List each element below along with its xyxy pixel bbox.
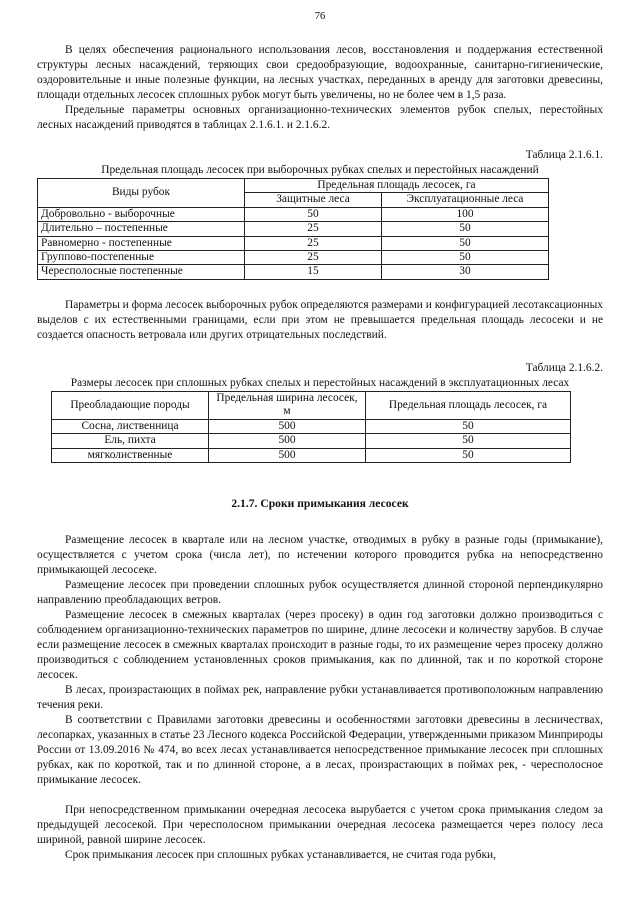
header-cell: Предельная ширина лесосек, м	[209, 392, 366, 420]
table-cell: 15	[245, 265, 382, 279]
table-row	[52, 419, 571, 433]
table-cell: 25	[245, 236, 382, 250]
section-paragraph-6: При непосредственном примыкании очередная лесосека вырубается с учетом срока примыкания следом за предыдущей лесосекой. При чересполосном примыкании очередная лесосека размещается через полосу леса шириной, равной ширине лесосек.	[37, 804, 603, 846]
paragraph-block	[37, 298, 603, 343]
table-cell: 50	[382, 236, 549, 250]
section-paragraph-1: Размещение лесосек в квартале или на лесном участке, отводимых в рубку в разные годы (примыкание), осуществляется с учетом срока (числа лет), по истечении которого проводится рубка на непосредственно примыкающей лесосеке.	[37, 534, 603, 576]
table-row	[52, 448, 571, 462]
table-cell: 30	[382, 265, 549, 279]
table-cell: 50	[366, 434, 571, 448]
cut-area-table	[37, 178, 549, 280]
header-cell: Предельная площадь лесосек, га	[245, 179, 549, 193]
table-row	[52, 434, 571, 448]
table-cell: Ель, пихта	[52, 434, 209, 448]
table-cell: 100	[382, 207, 549, 221]
table-cell: Равномерно - постепенные	[38, 236, 245, 250]
section-paragraph-2: Размещение лесосек при проведении сплошных рубок осуществляется длинной стороной перпендикулярно направлению преобладающих ветров.	[37, 579, 603, 606]
section-paragraph-5: В соответствии с Правилами заготовки древесины и особенностями заготовки древесины в лесничествах, лесопарках, указанных в статье 23 Лесного кодекса Российской Федерации, утвержденными приказом Минприроды России от 13.09.2016 № 474, во всех лесах устанавливается непосредственное примыкание лесосек при сплошных рубках, как по короткой, так и по длинной стороне, а в лесах, произрастающих в поймах рек, - чересполосное примыкание лесосек.	[37, 714, 603, 786]
intro-block	[37, 43, 603, 133]
table-header-row	[38, 179, 549, 193]
table-cell: 25	[245, 222, 382, 236]
header-cell: Виды рубок	[38, 179, 245, 208]
table-cell: 50	[382, 222, 549, 236]
section-heading: 2.1.7. Сроки примыкания лесосек	[231, 497, 409, 510]
table-caption: Таблица 2.1.6.2.	[525, 362, 603, 374]
table-2-1-6-2-block	[37, 361, 603, 463]
header-cell: Преобладающие породы	[52, 392, 209, 420]
table-row	[38, 207, 549, 221]
table-cell: Добровольно - выборочные	[38, 207, 245, 221]
section-paragraph-4: В лесах, произрастающих в поймах рек, направление рубки устанавливается противоположным направлению течения реки.	[37, 684, 603, 711]
table-cell: 50	[366, 448, 571, 462]
table-cell: Группово-постепенные	[38, 251, 245, 265]
table-cell: Сосна, лиственница	[52, 419, 209, 433]
header-cell: Защитные леса	[245, 193, 382, 207]
table-cell: 500	[209, 448, 366, 462]
header-cell: Предельная площадь лесосек, га	[366, 392, 571, 420]
table-cell: 50	[366, 419, 571, 433]
page-number: 76	[314, 11, 326, 22]
intro-paragraph-1: В целях обеспечения рационального использования лесов, восстановления и поддержания естественной структуры лесных насаждений, теряющих свои средообразующие, водоохранные, санитарно-гигиенические, оздоровительные и иные полезные функции, на лесных участках, переданных в аренду для заготовки древесины, площади отдельных лесосек сплошных рубок могут быть увеличены, но не более чем в 1,5 раза.	[37, 44, 603, 101]
table-title: Размеры лесосек при сплошных рубках спелых и перестойных насаждений в эксплуатационных лесах	[70, 377, 570, 389]
table-caption: Таблица 2.1.6.1.	[525, 149, 603, 161]
section-paragraph-7: Срок примыкания лесосек при сплошных рубках устанавливается, не считая года рубки,	[65, 849, 496, 861]
paragraph-form-of-cut-areas: Параметры и форма лесосек выборочных рубок определяются размерами и конфигурацией лесотаксационных выделов с их естественными границами, если при этом не превышается предельная площадь лесосеки и не создается опасность ветровала или других отрицательных последствий.	[37, 299, 603, 341]
table-cell: Чересполосные постепенные	[38, 265, 245, 279]
table-cell: 25	[245, 251, 382, 265]
table-row	[38, 265, 549, 279]
table-cell: мягколиственные	[52, 448, 209, 462]
table-2-1-6-1-block	[37, 148, 603, 280]
table-row	[38, 251, 549, 265]
table-header-row	[52, 392, 571, 420]
table-cell: 500	[209, 419, 366, 433]
table-cell: Длительно – постепенные	[38, 222, 245, 236]
table-cell: 50	[245, 207, 382, 221]
table-row	[38, 236, 549, 250]
section-2-1-7	[37, 496, 603, 863]
table-cell: 50	[382, 251, 549, 265]
section-paragraph-3: Размещение лесосек в смежных кварталах (через просеку) в один год заготовки должно производиться с соблюдением организационно-технических параметров по ширине, длине лесосеки и количеству зарубов. В случае если размещение лесосек в смежных кварталах происходит в разные годы, то их размещение через просеку должно производиться с соблюдением установленных сроков примыкания, как по длинной, так и по короткой стороне лесосек.	[37, 609, 603, 681]
table-title: Предельная площадь лесосек при выборочных рубках спелых и перестойных насаждений	[101, 164, 539, 176]
clear-cut-size-table	[51, 391, 571, 463]
table-row	[38, 222, 549, 236]
table-cell: 500	[209, 434, 366, 448]
intro-paragraph-2: Предельные параметры основных организационно-технических элементов рубок спелых, перестойных лесных насаждений приводятся в таблицах 2.1.6.1. и 2.1.6.2.	[37, 104, 603, 131]
header-cell: Эксплуатационные леса	[382, 193, 549, 207]
